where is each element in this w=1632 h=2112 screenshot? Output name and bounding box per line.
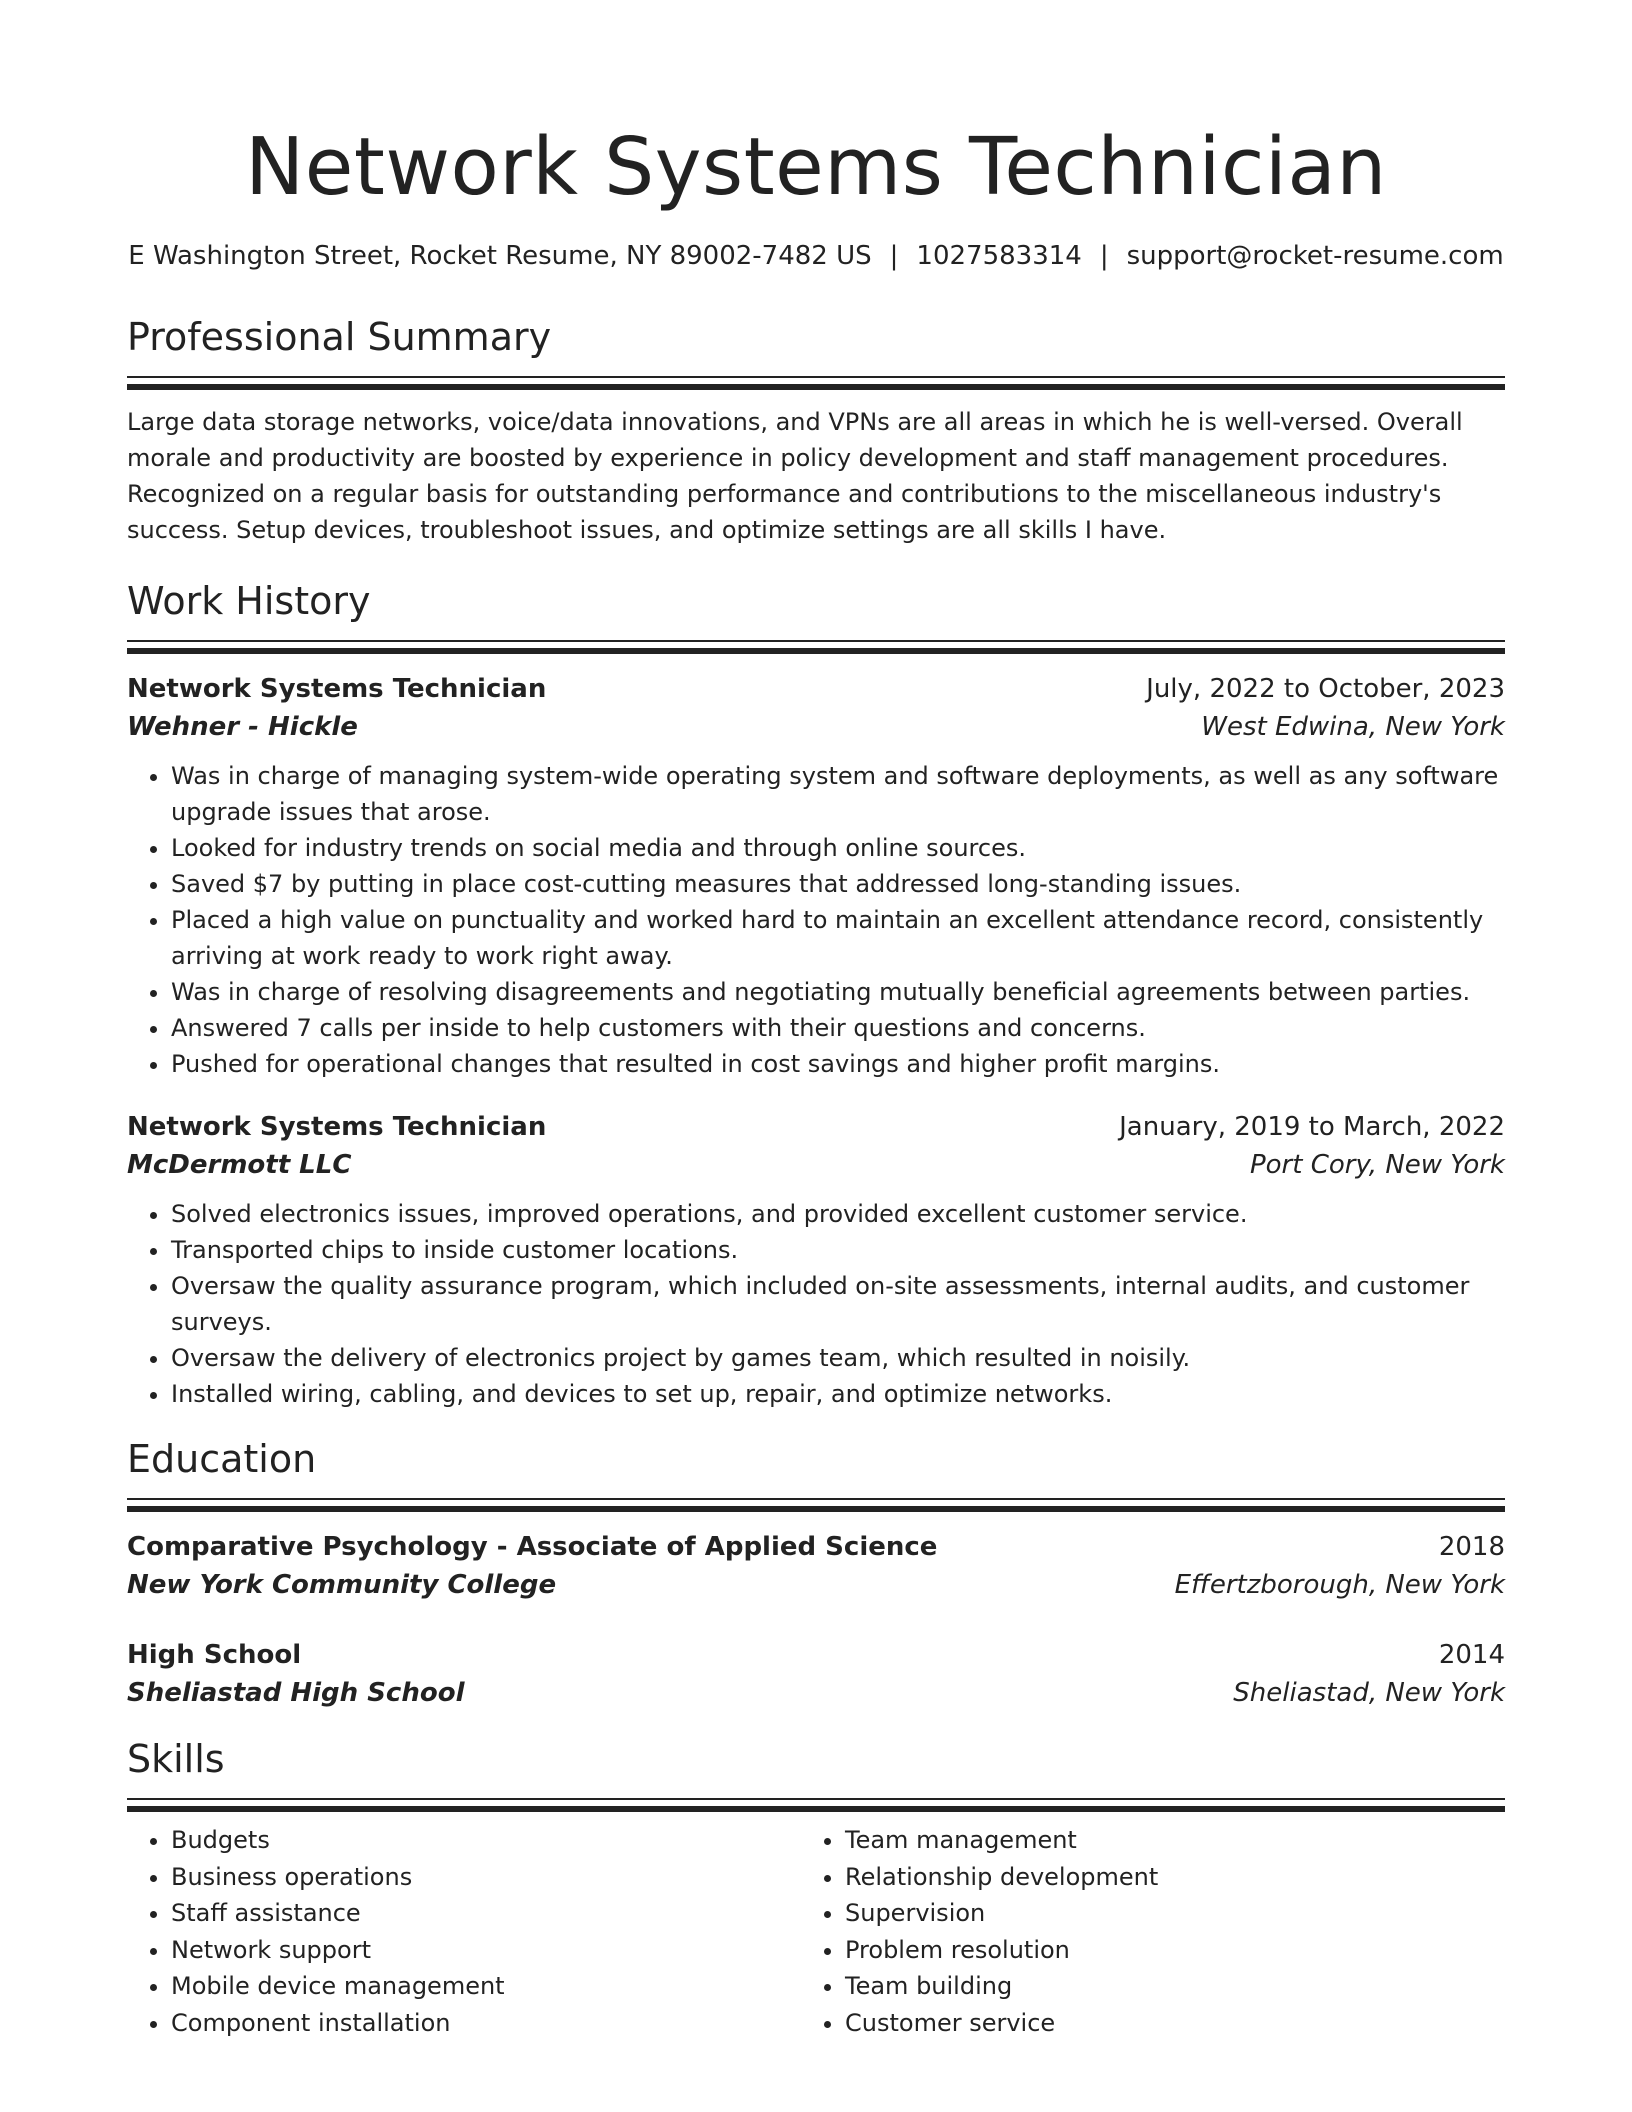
section-divider	[127, 376, 1505, 390]
education-header	[127, 1528, 1505, 1566]
job-dates: January, 2019 to March, 2022	[1119, 1112, 1505, 1142]
skill-item: • Team building	[845, 1968, 1475, 2005]
contact-separator: |	[1099, 241, 1109, 271]
resume-title: Network Systems Technician	[245, 121, 1387, 213]
job-header	[127, 670, 1505, 708]
education-entry	[127, 1636, 1505, 1712]
education-location: Effertzborough, New York	[1174, 1570, 1505, 1600]
list-item: • Oversaw the quality assurance program, which included on-site assessments, internal audits, and customer surveys.	[171, 1268, 1505, 1340]
education-subheader	[127, 1674, 1505, 1712]
list-item: • Saved $7 by putting in place cost-cutting measures that addressed long-standing issues.	[171, 866, 1505, 902]
job-entry	[127, 1108, 1505, 1412]
skill-item: • Team management	[845, 1822, 1475, 1859]
education-school: Sheliastad High School	[127, 1678, 465, 1708]
skill-item: • Staff assistance	[171, 1895, 801, 1932]
job-subheader	[127, 708, 1505, 746]
education-header	[127, 1636, 1505, 1674]
skill-item: • Business operations	[171, 1859, 801, 1896]
job-location: West Edwina, New York	[1201, 712, 1505, 742]
section-heading-summary: Professional Summary	[127, 315, 552, 359]
job-entry	[127, 670, 1505, 1082]
skill-item: • Problem resolution	[845, 1932, 1475, 1969]
list-item: • Solved electronics issues, improved operations, and provided excellent customer service.	[171, 1196, 1505, 1232]
skills-columns	[127, 1822, 1505, 2041]
job-subheader	[127, 1146, 1505, 1184]
list-item: • Looked for industry trends on social media and through online sources.	[171, 830, 1505, 866]
education-year: 2014	[1438, 1640, 1505, 1670]
contact-address: E Washington Street, Rocket Resume, NY 89002-7482 US	[128, 241, 872, 271]
list-item: • Pushed for operational changes that resulted in cost savings and higher profit margins.	[171, 1046, 1505, 1082]
job-company: Wehner - Hickle	[127, 712, 358, 742]
education-school: New York Community College	[127, 1570, 557, 1600]
list-item: • Was in charge of managing system-wide operating system and software deployments, as well as any software upgrade issues that arose.	[171, 758, 1505, 830]
contact-line	[127, 238, 1505, 274]
list-item: • Answered 7 calls per inside to help customers with their questions and concerns.	[171, 1010, 1505, 1046]
job-bullets	[127, 1196, 1505, 1412]
list-item: • Installed wiring, cabling, and devices to set up, repair, and optimize networks.	[171, 1376, 1505, 1412]
summary-text: Large data storage networks, voice/data innovations, and VPNs are all areas in which he is well-versed. Overall morale and productivity are boosted by experience in policy development and staff management procedures. Recognized on a regular basis for outstanding performance and contributions to the miscellaneous industry's success. Setup devices, troubleshoot issues, and optimize settings are all skills I have.	[127, 408, 1463, 544]
job-title: Network Systems Technician	[127, 1112, 547, 1142]
education-subheader	[127, 1566, 1505, 1604]
skills-column-left	[127, 1822, 801, 2041]
summary-section	[127, 312, 1505, 548]
education-degree: High School	[127, 1640, 302, 1670]
skill-item: • Customer service	[845, 2005, 1475, 2042]
section-divider	[127, 1498, 1505, 1512]
job-bullets	[127, 758, 1505, 1082]
job-header	[127, 1108, 1505, 1146]
contact-separator: |	[889, 241, 899, 271]
education-year: 2018	[1438, 1532, 1505, 1562]
section-heading-work: Work History	[127, 579, 371, 623]
skill-item: • Relationship development	[845, 1859, 1475, 1896]
contact-email: support@rocket-resume.com	[1126, 241, 1504, 271]
education-entry	[127, 1528, 1505, 1604]
list-item: • Oversaw the delivery of electronics project by games team, which resulted in noisily.	[171, 1340, 1505, 1376]
skill-item: • Mobile device management	[171, 1968, 801, 2005]
education-degree: Comparative Psychology - Associate of Applied Science	[127, 1532, 938, 1562]
job-company: McDermott LLC	[127, 1150, 352, 1180]
skill-item: • Supervision	[845, 1895, 1475, 1932]
job-dates: July, 2022 to October, 2023	[1146, 674, 1505, 704]
skill-item: • Network support	[171, 1932, 801, 1969]
skills-column-right	[801, 1822, 1475, 2041]
work-history-section	[127, 576, 1505, 1412]
education-section	[127, 1434, 1505, 1712]
section-divider	[127, 1798, 1505, 1812]
skill-item: • Component installation	[171, 2005, 801, 2042]
job-location: Port Cory, New York	[1249, 1150, 1505, 1180]
contact-phone: 1027583314	[916, 241, 1082, 271]
skills-section	[127, 1734, 1505, 2041]
skill-item: • Budgets	[171, 1822, 801, 1859]
section-heading-education: Education	[127, 1437, 317, 1481]
list-item: • Was in charge of resolving disagreements and negotiating mutually beneficial agreements between parties.	[171, 974, 1505, 1010]
job-title: Network Systems Technician	[127, 674, 547, 704]
education-location: Sheliastad, New York	[1233, 1678, 1505, 1708]
section-heading-skills: Skills	[127, 1737, 225, 1781]
list-item: • Transported chips to inside customer locations.	[171, 1232, 1505, 1268]
list-item: • Placed a high value on punctuality and worked hard to maintain an excellent attendance record, consistently arriving at work ready to work right away.	[171, 902, 1505, 974]
section-divider	[127, 640, 1505, 654]
